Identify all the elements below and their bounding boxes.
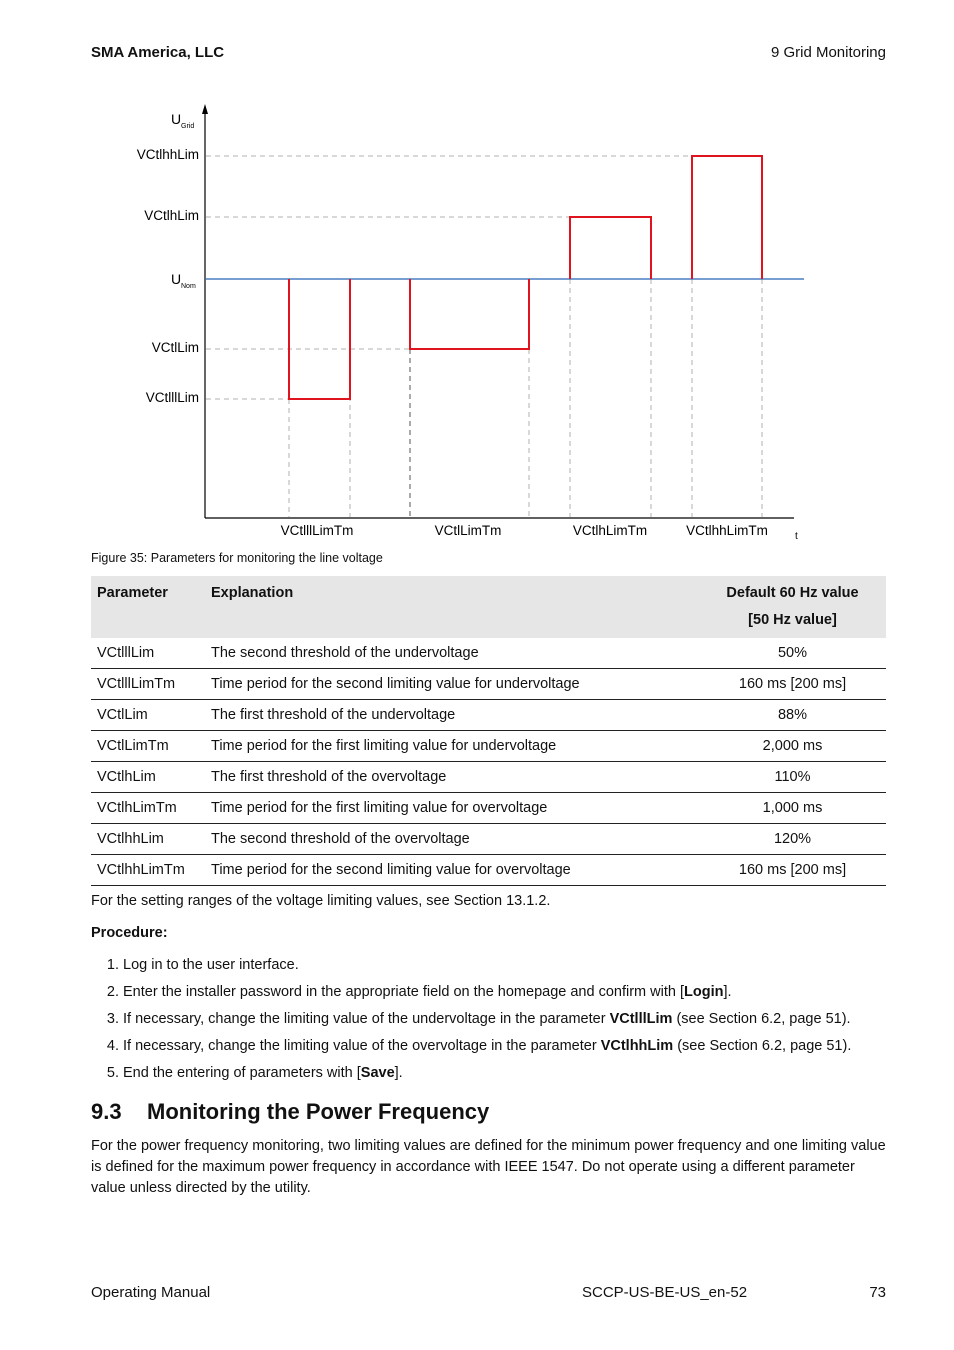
footer-doc-code: SCCP-US-BE-US_en-52 (582, 1284, 748, 1301)
cell-explanation: The second threshold of the overvoltage (205, 824, 699, 855)
cell-explanation: Time period for the second limiting value for undervoltage (205, 669, 699, 700)
step-text-end: ]. (723, 984, 732, 1000)
cell-explanation: The first threshold of the undervoltage (205, 700, 699, 731)
y-axis-label: U (171, 111, 182, 127)
cell-value: 88% (699, 700, 886, 731)
procedure-step (123, 1033, 923, 1060)
time-label-1: VCtlllLimTm (280, 523, 354, 538)
label-l: VCtlLim (151, 340, 199, 355)
y-axis-sub: Grid (181, 123, 195, 130)
procedure-step (123, 952, 923, 979)
label-nom: U (171, 271, 182, 287)
cell-value: 110% (699, 762, 886, 793)
table-row (91, 824, 886, 855)
header-company: SMA America, LLC (91, 44, 225, 61)
step-text: Log in to the user interface. (123, 957, 299, 973)
step-keyword: Login (684, 984, 724, 1000)
step-text-end: (see Section 6.2, page 51). (673, 1038, 852, 1054)
cell-explanation: Time period for the first limiting value for overvoltage (205, 793, 699, 824)
table-row (91, 700, 886, 731)
voltage-monitoring-figure (0, 0, 954, 560)
cell-value: 50% (699, 638, 886, 669)
procedure-label: Procedure: (91, 925, 168, 941)
cell-param: VCtlllLimTm (91, 669, 205, 700)
cell-value: 160 ms [200 ms] (699, 855, 886, 886)
cell-explanation: The first threshold of the overvoltage (205, 762, 699, 793)
cell-value: 1,000 ms (699, 793, 886, 824)
cell-explanation: Time period for the first limiting value for undervoltage (205, 731, 699, 762)
time-label-4: VCtlhhLimTm (686, 523, 768, 538)
footer-page-number: 73 (869, 1284, 886, 1301)
cell-param: VCtlhLim (91, 762, 205, 793)
step-text: End the entering of parameters with [ (123, 1065, 361, 1081)
table-row (91, 669, 886, 700)
section-body: For the power frequency monitoring, two limiting values are defined for the minimum power frequency and one limiting value is defined for the maximum power frequency in accordance with IEEE 1547. Do not operate using a different parameter value unless directed by the utility. (91, 1138, 886, 1196)
table-row (91, 638, 886, 669)
time-label-3: VCtlhLimTm (572, 523, 648, 538)
procedure-step (123, 979, 923, 1006)
y-axis-arrow (202, 104, 208, 114)
col-header-default-line2: [50 Hz value] (748, 612, 837, 628)
voltage-signal (289, 156, 762, 399)
step-keyword: VCtlhhLim (600, 1038, 674, 1054)
section-heading (91, 1099, 489, 1125)
cell-explanation: The second threshold of the undervoltage (205, 638, 699, 669)
step-text: If necessary, change the limiting value of the undervoltage in the parameter (123, 1011, 610, 1027)
cell-param: VCtlllLim (91, 638, 205, 669)
table-row (91, 793, 886, 824)
header-chapter: 9 Grid Monitoring (770, 44, 886, 61)
cell-value: 2,000 ms (699, 731, 886, 762)
section-title: Monitoring the Power Frequency (147, 1099, 490, 1124)
x-axis-label: t (795, 531, 798, 542)
settings-note: For the setting ranges of the voltage limiting values, see Section 13.1.2. (91, 893, 551, 909)
col-header-default (699, 576, 886, 638)
procedure-step (123, 1006, 923, 1033)
label-ll: VCtlllLim (145, 390, 199, 405)
col-header-explanation: Explanation (205, 576, 699, 638)
step-text: If necessary, change the limiting value of the overvoltage in the parameter (123, 1038, 601, 1054)
time-label-2: VCtlLimTm (434, 523, 502, 538)
cell-param: VCtlhhLimTm (91, 855, 205, 886)
label-hh: VCtlhhLim (136, 147, 199, 162)
cell-value: 120% (699, 824, 886, 855)
procedure-steps (91, 952, 923, 1087)
step-text-end: ]. (394, 1065, 403, 1081)
table-row (91, 762, 886, 793)
col-header-default-line1: Default 60 Hz value (726, 585, 859, 601)
step-text-end: (see Section 6.2, page 51). (672, 1011, 851, 1027)
cell-value: 160 ms [200 ms] (699, 669, 886, 700)
step-text: Enter the installer password in the appropriate field on the homepage and confirm with [ (123, 984, 684, 1000)
table-row (91, 855, 886, 886)
cell-param: VCtlhLimTm (91, 793, 205, 824)
footer-left: Operating Manual (91, 1284, 211, 1301)
label-nom-sub: Nom (181, 283, 196, 290)
cell-explanation: Time period for the second limiting value for overvoltage (205, 855, 699, 886)
cell-param: VCtlhhLim (91, 824, 205, 855)
procedure-step (123, 1060, 923, 1087)
step-keyword: Save (360, 1065, 395, 1081)
cell-param: VCtlLim (91, 700, 205, 731)
figure-caption: Figure 35: Parameters for monitoring the line voltage (91, 551, 383, 565)
parameter-table (91, 576, 886, 886)
cell-param: VCtlLimTm (91, 731, 205, 762)
label-h: VCtlhLim (144, 208, 199, 223)
section-number: 9.3 (91, 1099, 122, 1124)
table-row (91, 731, 886, 762)
step-keyword: VCtlllLim (609, 1011, 673, 1027)
col-header-parameter: Parameter (91, 576, 205, 638)
